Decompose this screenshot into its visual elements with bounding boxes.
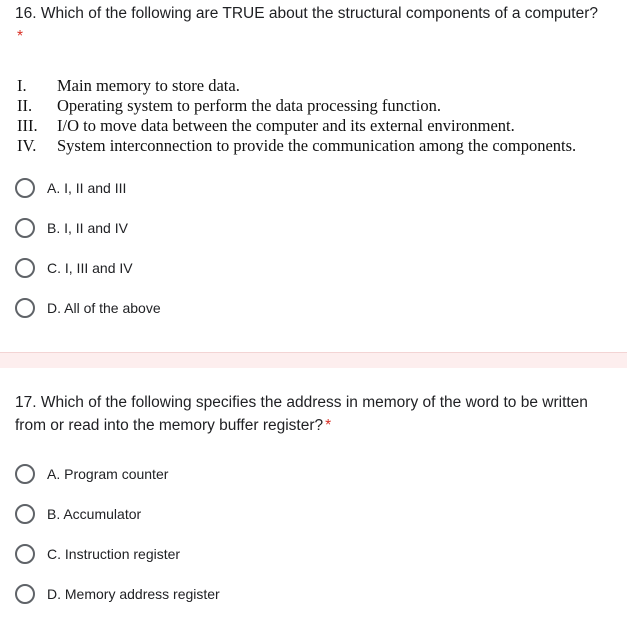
statement-text: I/O to move data between the computer and its external environment.: [57, 116, 515, 135]
required-asterisk: *: [17, 28, 24, 45]
radio-button-icon[interactable]: [15, 544, 35, 564]
option-a[interactable]: [15, 176, 126, 200]
option-c[interactable]: [15, 256, 133, 280]
statement-number: II.: [17, 96, 33, 115]
option-b[interactable]: [15, 502, 141, 526]
option-label: A. Program counter: [47, 466, 169, 482]
option-label: D. Memory address register: [47, 586, 220, 602]
radio-button-icon[interactable]: [15, 464, 35, 484]
option-a[interactable]: [15, 462, 168, 486]
statement-number: III.: [17, 116, 38, 135]
section-divider: [0, 352, 627, 368]
option-d[interactable]: [15, 296, 161, 320]
statement-number: IV.: [17, 136, 37, 155]
statement-text: Operating system to perform the data processing function.: [57, 96, 441, 115]
question-title: [15, 2, 605, 48]
statement-text: System interconnection to provide the communication among the components.: [57, 136, 577, 155]
required-asterisk: *: [325, 417, 332, 434]
option-label: D. All of the above: [47, 300, 161, 316]
radio-button-icon[interactable]: [15, 298, 35, 318]
question-card-17: [0, 368, 627, 622]
radio-button-icon[interactable]: [15, 258, 35, 278]
option-label: A. I, II and III: [47, 180, 127, 196]
question-title: [15, 391, 605, 437]
radio-button-icon[interactable]: [15, 218, 35, 238]
option-label: C. Instruction register: [47, 546, 181, 562]
statement-text: Main memory to store data.: [57, 76, 240, 95]
question-text: 16. Which of the following are TRUE about the structural components of a computer?: [15, 5, 598, 22]
radio-button-icon[interactable]: [15, 178, 35, 198]
option-c[interactable]: [15, 542, 180, 566]
option-b[interactable]: [15, 216, 128, 240]
option-d[interactable]: [15, 582, 220, 606]
option-label: B. I, II and IV: [47, 220, 128, 236]
option-label: B. Accumulator: [47, 506, 142, 522]
option-label: C. I, III and IV: [47, 260, 133, 276]
radio-button-icon[interactable]: [15, 584, 35, 604]
statement-number: I.: [17, 76, 27, 95]
radio-button-icon[interactable]: [15, 504, 35, 524]
question-text: 17. Which of the following specifies the address in memory of the word to be written from or read into the memory buffer register?: [15, 394, 588, 434]
